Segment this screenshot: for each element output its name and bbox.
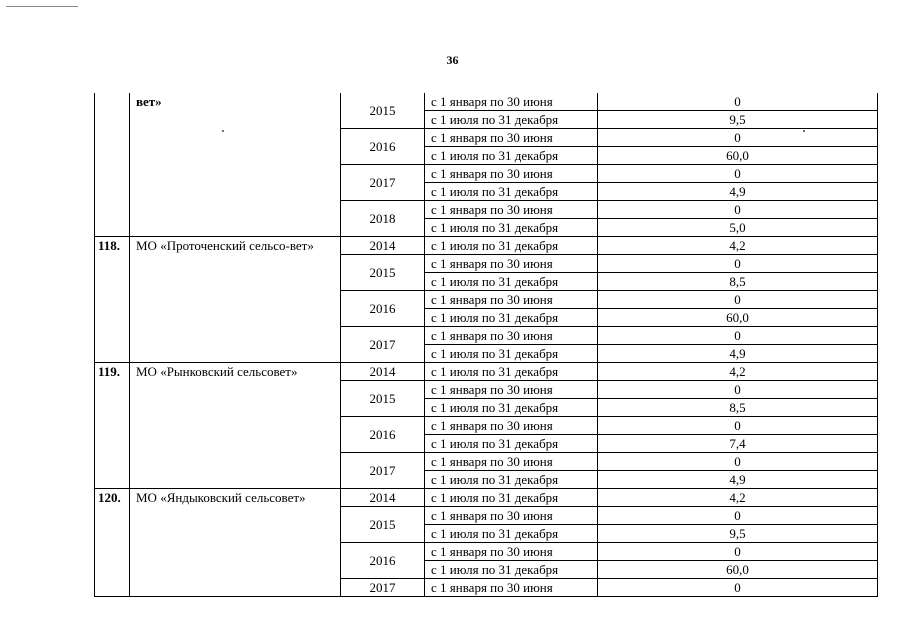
period-cell: с 1 июля по 31 декабря	[425, 363, 598, 381]
year-cell: 2016	[341, 417, 425, 453]
year-cell: 2014	[341, 237, 425, 255]
period-cell: с 1 января по 30 июня	[425, 291, 598, 309]
year-cell: 2017	[341, 165, 425, 201]
period-cell: с 1 января по 30 июня	[425, 507, 598, 525]
scan-artifact-line	[6, 6, 78, 7]
period-cell: с 1 июля по 31 декабря	[425, 345, 598, 363]
year-cell: 2015	[341, 255, 425, 291]
period-cell: с 1 января по 30 июня	[425, 417, 598, 435]
value-cell: 60,0	[598, 147, 878, 165]
period-cell: с 1 июля по 31 декабря	[425, 237, 598, 255]
period-cell: с 1 января по 30 июня	[425, 165, 598, 183]
value-cell: 0	[598, 93, 878, 111]
period-cell: с 1 января по 30 июня	[425, 201, 598, 219]
page-number: 36	[446, 53, 459, 67]
year-cell: 2017	[341, 579, 425, 597]
value-cell: 0	[598, 453, 878, 471]
table-row	[95, 93, 878, 111]
table-row	[95, 489, 878, 507]
municipality-name: МО «Яндыковский сельсовет»	[130, 489, 341, 597]
value-cell: 4,9	[598, 345, 878, 363]
value-cell: 0	[598, 327, 878, 345]
value-cell: 0	[598, 507, 878, 525]
period-cell: с 1 июля по 31 декабря	[425, 399, 598, 417]
row-number	[95, 93, 130, 237]
row-number: 120.	[95, 489, 130, 597]
value-cell: 4,9	[598, 183, 878, 201]
value-cell: 4,2	[598, 237, 878, 255]
period-cell: с 1 июля по 31 декабря	[425, 147, 598, 165]
period-cell: с 1 июля по 31 декабря	[425, 273, 598, 291]
value-cell: 8,5	[598, 273, 878, 291]
value-cell: 0	[598, 417, 878, 435]
year-cell: 2018	[341, 201, 425, 237]
value-cell: 4,9	[598, 471, 878, 489]
period-cell: с 1 июля по 31 декабря	[425, 309, 598, 327]
year-cell: 2017	[341, 327, 425, 363]
period-cell: с 1 июля по 31 декабря	[425, 489, 598, 507]
row-number: 118.	[95, 237, 130, 363]
table-row	[95, 363, 878, 381]
year-cell: 2014	[341, 489, 425, 507]
table-row	[95, 237, 878, 255]
period-cell: с 1 января по 30 июня	[425, 327, 598, 345]
value-cell: 0	[598, 255, 878, 273]
value-cell: 4,2	[598, 363, 878, 381]
year-cell: 2015	[341, 381, 425, 417]
period-cell: с 1 июля по 31 декабря	[425, 435, 598, 453]
period-cell: с 1 января по 30 июня	[425, 255, 598, 273]
year-cell: 2016	[341, 291, 425, 327]
period-cell: с 1 июля по 31 декабря	[425, 525, 598, 543]
value-cell: 0	[598, 543, 878, 561]
value-cell: 0	[598, 201, 878, 219]
period-cell: с 1 января по 30 июня	[425, 579, 598, 597]
value-cell: 4,2	[598, 489, 878, 507]
municipality-name: вет»	[130, 93, 341, 237]
value-cell: 0	[598, 291, 878, 309]
value-cell: 9,5	[598, 111, 878, 129]
value-cell: 60,0	[598, 561, 878, 579]
year-cell: 2017	[341, 453, 425, 489]
period-cell: с 1 января по 30 июня	[425, 543, 598, 561]
value-cell: 9,5	[598, 525, 878, 543]
table-body	[95, 93, 878, 597]
value-cell: 0	[598, 165, 878, 183]
value-cell: 60,0	[598, 309, 878, 327]
period-cell: с 1 января по 30 июня	[425, 381, 598, 399]
period-cell: с 1 января по 30 июня	[425, 129, 598, 147]
year-cell: 2016	[341, 129, 425, 165]
year-cell: 2014	[341, 363, 425, 381]
value-cell: 0	[598, 579, 878, 597]
data-table	[94, 93, 878, 597]
value-cell: 0	[598, 129, 878, 147]
period-cell: с 1 июля по 31 декабря	[425, 561, 598, 579]
row-number: 119.	[95, 363, 130, 489]
period-cell: с 1 июля по 31 декабря	[425, 111, 598, 129]
year-cell: 2015	[341, 507, 425, 543]
value-cell: 7,4	[598, 435, 878, 453]
period-cell: с 1 июля по 31 декабря	[425, 183, 598, 201]
municipality-name: МО «Проточенский сельсо-вет»	[130, 237, 341, 363]
period-cell: с 1 июля по 31 декабря	[425, 219, 598, 237]
value-cell: 5,0	[598, 219, 878, 237]
value-cell: 8,5	[598, 399, 878, 417]
period-cell: с 1 января по 30 июня	[425, 93, 598, 111]
period-cell: с 1 января по 30 июня	[425, 453, 598, 471]
value-cell: 0	[598, 381, 878, 399]
period-cell: с 1 июля по 31 декабря	[425, 471, 598, 489]
year-cell: 2015	[341, 93, 425, 129]
year-cell: 2016	[341, 543, 425, 579]
municipality-name: МО «Рынковский сельсовет»	[130, 363, 341, 489]
